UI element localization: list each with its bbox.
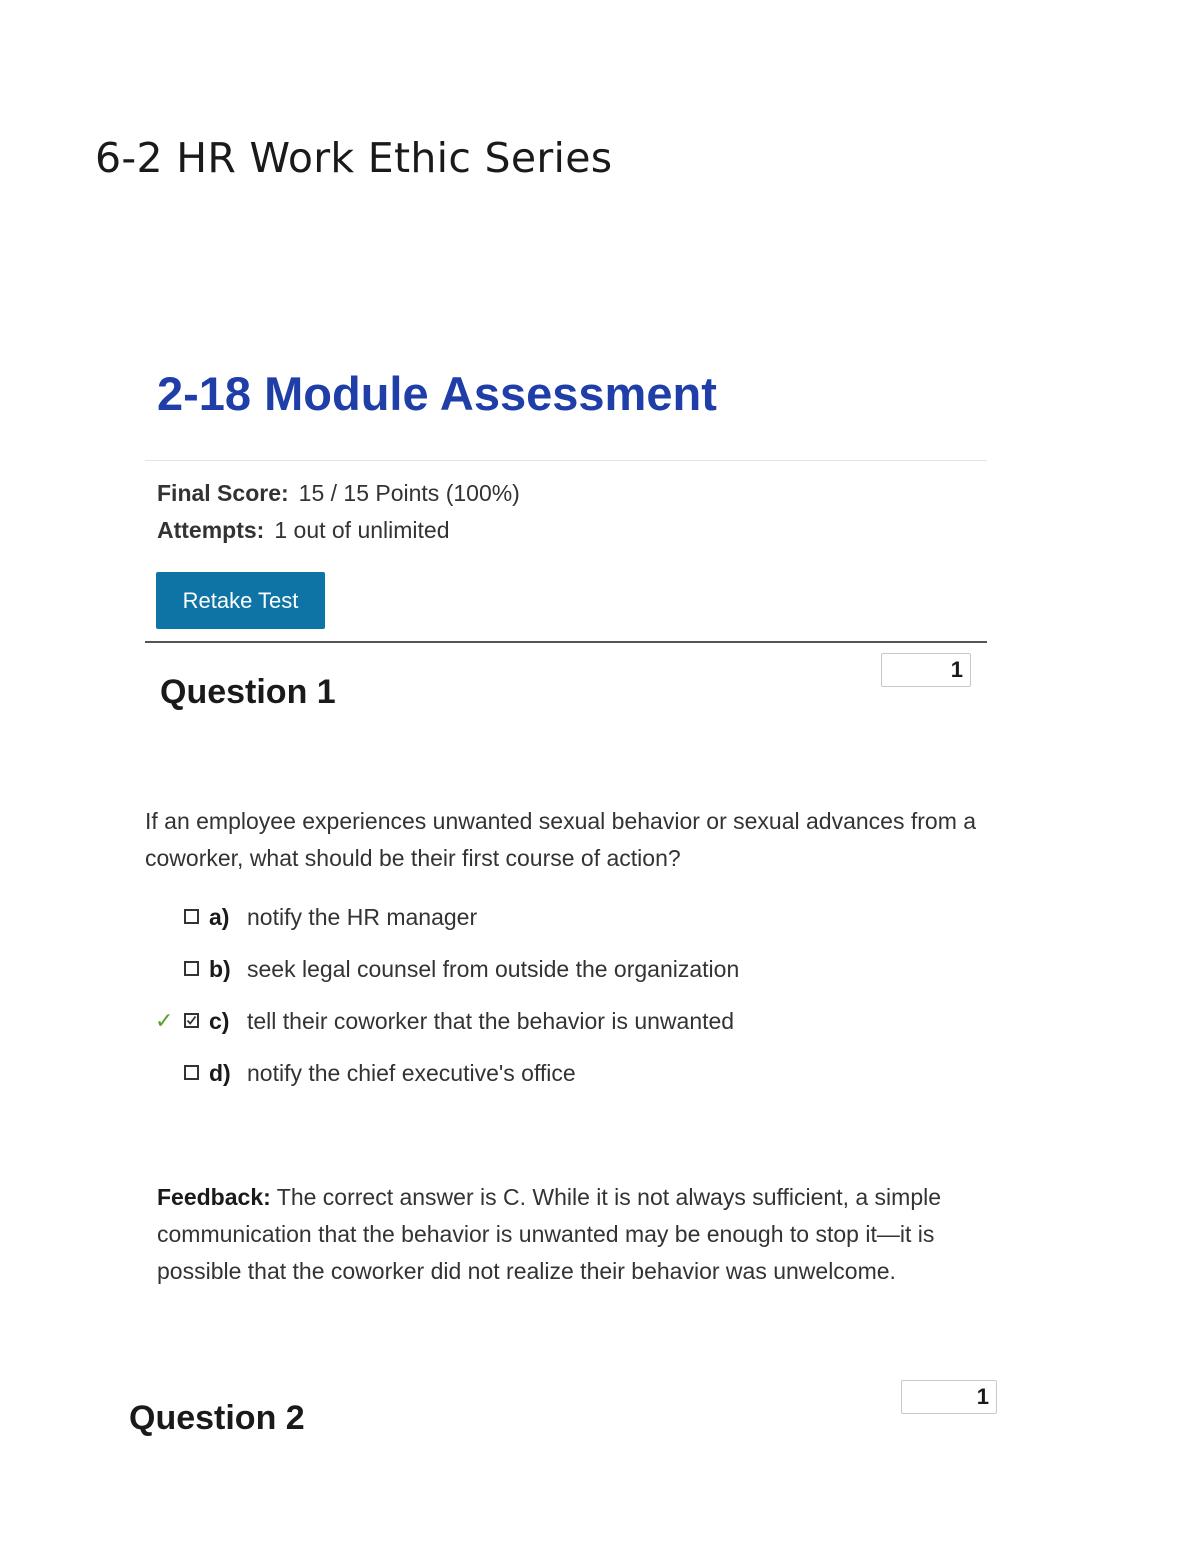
final-score-row — [157, 480, 520, 507]
feedback-text: The correct answer is C. While it is not always sufficient, a simple communication that the behavior is unwanted may be enough to stop it—it is possible that the coworker did not realize their behavior was unwelcome. — [157, 1184, 942, 1284]
question-1-option-d[interactable] — [155, 1058, 955, 1088]
feedback-label: Feedback: — [157, 1184, 271, 1210]
option-letter: a) — [209, 904, 230, 930]
attempts-value: 1 out of unlimited — [274, 517, 450, 543]
header-divider — [145, 460, 987, 461]
question-2-points-box[interactable]: 1 — [901, 1380, 997, 1414]
option-text: tell their coworker that the behavior is unwanted — [247, 1008, 735, 1034]
questions-divider — [145, 641, 987, 643]
question-1-points-box[interactable]: 1 — [881, 653, 971, 687]
assessment-title: 2-18 Module Assessment — [157, 367, 717, 420]
option-letter: d) — [209, 1060, 231, 1086]
document-title: 6-2 HR Work Ethic Series — [95, 134, 613, 182]
retake-test-button[interactable]: Retake Test — [156, 572, 325, 629]
checkbox-icon[interactable] — [184, 961, 199, 976]
question-1-option-b[interactable] — [155, 954, 955, 984]
checkmark-icon: ✓ — [155, 1008, 174, 1033]
question-2-heading: Question 2 — [129, 1399, 305, 1437]
checkbox-icon[interactable] — [184, 1065, 199, 1080]
option-text: notify the HR manager — [247, 904, 478, 930]
checkbox-checked-icon[interactable] — [184, 1013, 199, 1028]
attempts-label: Attempts: — [157, 517, 265, 543]
option-text: notify the chief executive's office — [247, 1060, 576, 1086]
question-1-option-a[interactable] — [155, 902, 955, 932]
question-1-text: If an employee experiences unwanted sexual behavior or sexual advances from a coworker, what should be their first course of action? — [145, 808, 977, 871]
attempts-row — [157, 517, 450, 544]
option-text: seek legal counsel from outside the organization — [247, 956, 740, 982]
option-letter: c) — [209, 1008, 230, 1034]
checkbox-icon[interactable] — [184, 909, 199, 924]
question-1-option-c[interactable] — [155, 1006, 955, 1036]
question-1-feedback — [157, 1179, 977, 1290]
final-score-label: Final Score: — [157, 480, 289, 506]
option-letter: b) — [209, 956, 231, 982]
checkbox-tick-icon — [186, 1015, 197, 1026]
question-1-heading: Question 1 — [160, 673, 336, 711]
final-score-value: 15 / 15 Points (100%) — [298, 480, 520, 506]
